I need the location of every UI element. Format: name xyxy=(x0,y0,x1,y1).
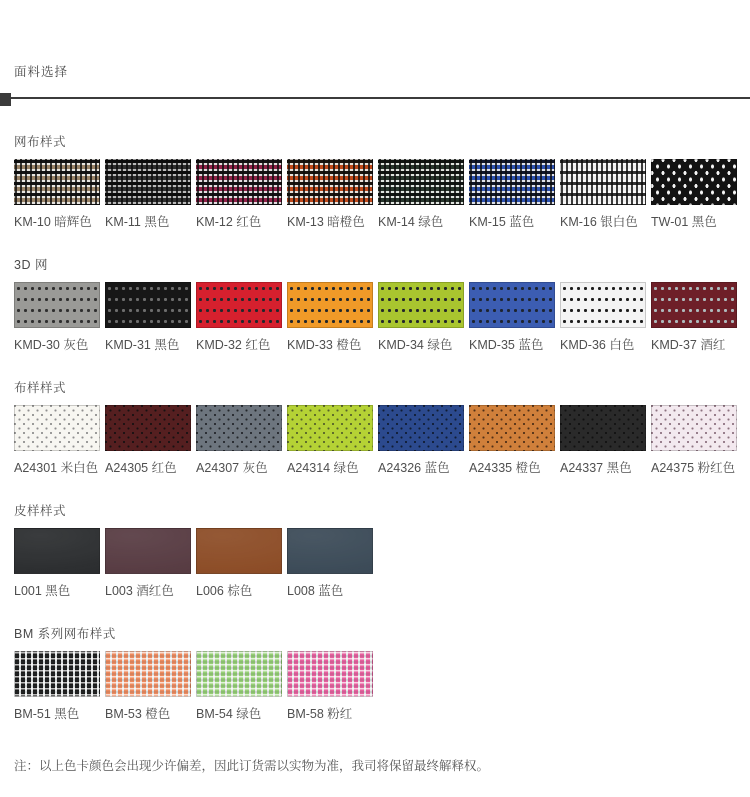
swatch-tile-km-12 xyxy=(196,159,282,205)
swatch-row xyxy=(14,282,750,353)
swatch-label: KM-12 红色 xyxy=(196,215,262,229)
swatch-tile-a24314 xyxy=(287,405,373,451)
swatch-tile-l001 xyxy=(14,528,100,574)
swatch-cell xyxy=(287,651,373,722)
swatch-tile-km-14 xyxy=(378,159,464,205)
swatch-label: KMD-31 黑色 xyxy=(105,338,180,352)
swatch-row xyxy=(14,528,750,599)
swatch-cell xyxy=(287,282,373,353)
swatch-label: A24337 黑色 xyxy=(560,461,632,475)
swatch-label: KMD-36 白色 xyxy=(560,338,635,352)
swatch-tile-l006 xyxy=(196,528,282,574)
swatch-tile-bm-51 xyxy=(14,651,100,697)
swatch-cell xyxy=(560,405,646,476)
swatch-label: L001 黑色 xyxy=(14,584,71,598)
swatch-cell xyxy=(560,159,646,230)
fabric-selection-page xyxy=(0,62,750,797)
swatch-cell xyxy=(651,282,737,353)
swatch-label: A24307 灰色 xyxy=(196,461,268,475)
swatch-cell xyxy=(105,159,191,230)
divider-line xyxy=(11,97,750,99)
swatch-label: A24326 蓝色 xyxy=(378,461,450,475)
swatch-cell xyxy=(651,159,737,230)
swatch-label: KM-16 银白色 xyxy=(560,215,638,229)
swatch-label: BM-51 黑色 xyxy=(14,707,80,721)
swatch-label: KMD-35 蓝色 xyxy=(469,338,544,352)
swatch-tile-tw-01 xyxy=(651,159,737,205)
swatch-tile-a24335 xyxy=(469,405,555,451)
swatch-row xyxy=(14,651,750,722)
swatch-tile-a24307 xyxy=(196,405,282,451)
swatch-label: L006 棕色 xyxy=(196,584,253,598)
swatch-cell xyxy=(105,405,191,476)
section-title: 3D 网 xyxy=(14,258,48,272)
swatch-cell xyxy=(196,651,282,722)
swatch-tile-a24375 xyxy=(651,405,737,451)
swatch-tile-bm-53 xyxy=(105,651,191,697)
swatch-label: A24301 米白色 xyxy=(14,461,99,475)
swatch-tile-kmd-35 xyxy=(469,282,555,328)
section-title: BM 系列网布样式 xyxy=(14,627,116,641)
swatch-tile-kmd-31 xyxy=(105,282,191,328)
swatch-tile-a24326 xyxy=(378,405,464,451)
swatch-tile-bm-54 xyxy=(196,651,282,697)
swatch-tile-km-11 xyxy=(105,159,191,205)
page-title: 面料选择 xyxy=(14,65,69,79)
swatch-label: BM-54 绿色 xyxy=(196,707,262,721)
swatch-label: KM-15 蓝色 xyxy=(469,215,535,229)
swatch-cell xyxy=(14,282,100,353)
swatch-cell xyxy=(196,405,282,476)
section-title: 网布样式 xyxy=(14,135,67,149)
swatch-cell xyxy=(14,651,100,722)
swatch-cell xyxy=(469,282,555,353)
swatch-row xyxy=(14,159,750,230)
swatch-label: KMD-30 灰色 xyxy=(14,338,89,352)
swatch-cell xyxy=(105,528,191,599)
swatch-label: KMD-34 绿色 xyxy=(378,338,453,352)
divider-square-icon xyxy=(0,93,11,106)
swatch-label: KM-10 暗辉色 xyxy=(14,215,92,229)
swatch-tile-a24305 xyxy=(105,405,191,451)
swatch-label: A24314 绿色 xyxy=(287,461,359,475)
section-title: 布样样式 xyxy=(14,381,67,395)
swatch-label: A24375 粉红色 xyxy=(651,461,736,475)
swatch-cell xyxy=(105,282,191,353)
swatch-tile-l008 xyxy=(287,528,373,574)
swatch-cell xyxy=(287,159,373,230)
footnote: 注：以上色卡颜色会出现少许偏差，因此订货需以实物为准，我司将保留最终解释权。 xyxy=(14,759,490,773)
swatch-cell xyxy=(196,282,282,353)
swatch-label: KM-14 绿色 xyxy=(378,215,444,229)
swatch-sections xyxy=(0,132,750,722)
swatch-cell xyxy=(469,405,555,476)
swatch-tile-kmd-37 xyxy=(651,282,737,328)
swatch-label: A24305 红色 xyxy=(105,461,177,475)
swatch-label: KMD-32 红色 xyxy=(196,338,271,352)
swatch-tile-a24337 xyxy=(560,405,646,451)
swatch-label: KMD-33 橙色 xyxy=(287,338,362,352)
swatch-cell xyxy=(196,159,282,230)
section-title: 皮样样式 xyxy=(14,504,67,518)
swatch-cell xyxy=(14,528,100,599)
fabric-section xyxy=(0,378,750,476)
swatch-tile-l003 xyxy=(105,528,191,574)
swatch-label: A24335 橙色 xyxy=(469,461,541,475)
swatch-cell xyxy=(105,651,191,722)
swatch-cell xyxy=(287,528,373,599)
swatch-tile-km-16 xyxy=(560,159,646,205)
swatch-label: L003 酒红色 xyxy=(105,584,174,598)
swatch-label: KMD-37 酒红 xyxy=(651,338,726,352)
swatch-cell xyxy=(196,528,282,599)
swatch-cell xyxy=(14,405,100,476)
swatch-label: TW-01 黑色 xyxy=(651,215,717,229)
fabric-section xyxy=(0,132,750,230)
swatch-label: KM-11 黑色 xyxy=(105,215,170,229)
swatch-cell xyxy=(378,282,464,353)
swatch-tile-kmd-33 xyxy=(287,282,373,328)
swatch-tile-bm-58 xyxy=(287,651,373,697)
swatch-label: L008 蓝色 xyxy=(287,584,344,598)
title-divider xyxy=(0,93,750,107)
swatch-tile-kmd-30 xyxy=(14,282,100,328)
swatch-label: BM-53 橙色 xyxy=(105,707,171,721)
swatch-tile-km-15 xyxy=(469,159,555,205)
fabric-section xyxy=(0,624,750,722)
swatch-cell xyxy=(378,159,464,230)
swatch-cell xyxy=(651,405,737,476)
swatch-tile-kmd-34 xyxy=(378,282,464,328)
swatch-cell xyxy=(287,405,373,476)
fabric-section xyxy=(0,501,750,599)
swatch-tile-km-13 xyxy=(287,159,373,205)
swatch-tile-km-10 xyxy=(14,159,100,205)
swatch-row xyxy=(14,405,750,476)
swatch-cell xyxy=(560,282,646,353)
swatch-label: KM-13 暗橙色 xyxy=(287,215,365,229)
swatch-cell xyxy=(469,159,555,230)
swatch-cell xyxy=(14,159,100,230)
swatch-label: BM-58 粉红 xyxy=(287,707,353,721)
fabric-section xyxy=(0,255,750,353)
swatch-tile-kmd-32 xyxy=(196,282,282,328)
swatch-cell xyxy=(378,405,464,476)
swatch-tile-a24301 xyxy=(14,405,100,451)
swatch-tile-kmd-36 xyxy=(560,282,646,328)
